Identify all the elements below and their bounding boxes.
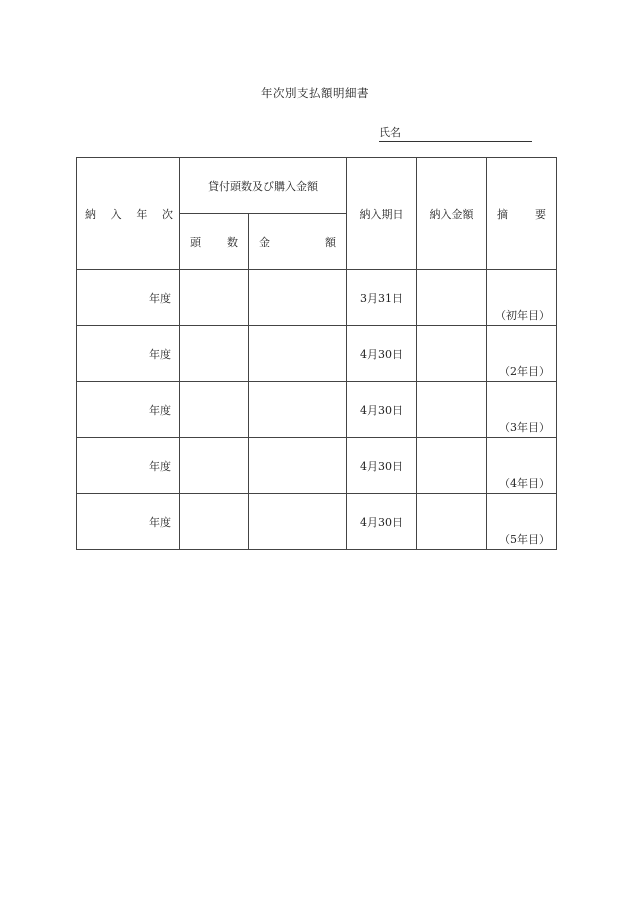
amount-cell[interactable] [249, 382, 347, 438]
due-date-cell: 4月30日 [347, 438, 417, 494]
head-count-cell[interactable] [180, 326, 249, 382]
year-cell[interactable]: 年度 [77, 438, 180, 494]
head-count-cell[interactable] [180, 270, 249, 326]
due-date-cell: 4月30日 [347, 326, 417, 382]
payment-amount-cell[interactable] [417, 270, 487, 326]
payment-amount-cell[interactable] [417, 326, 487, 382]
header-remarks: 摘 要 [487, 158, 557, 270]
remark-cell: （5年目） [487, 494, 557, 550]
head-count-cell[interactable] [180, 438, 249, 494]
amount-cell[interactable] [249, 326, 347, 382]
year-cell[interactable]: 年度 [77, 382, 180, 438]
remark-cell: （3年目） [487, 382, 557, 438]
table-row [77, 326, 557, 382]
header-due-date: 納入期日 [347, 158, 417, 270]
header-payment-year: 納 入 年 次 [77, 158, 180, 270]
header-amount: 金 額 [249, 214, 347, 270]
amount-cell[interactable] [249, 438, 347, 494]
due-date-cell: 4月30日 [347, 494, 417, 550]
remark-cell: （2年目） [487, 326, 557, 382]
header-purchase-group: 貸付頭数及び購入金額 [180, 158, 347, 214]
name-label: 氏名 [379, 126, 401, 139]
payment-amount-cell[interactable] [417, 494, 487, 550]
year-cell[interactable]: 年度 [77, 326, 180, 382]
amount-cell[interactable] [249, 270, 347, 326]
remark-cell: （4年目） [487, 438, 557, 494]
name-field[interactable] [379, 124, 532, 142]
table-row [77, 382, 557, 438]
header-head-count: 頭 数 [180, 214, 249, 270]
table-row [77, 438, 557, 494]
table-row [77, 270, 557, 326]
due-date-cell: 4月30日 [347, 382, 417, 438]
head-count-cell[interactable] [180, 494, 249, 550]
due-date-cell: 3月31日 [347, 270, 417, 326]
year-cell[interactable]: 年度 [77, 270, 180, 326]
amount-cell[interactable] [249, 494, 347, 550]
head-count-cell[interactable] [180, 382, 249, 438]
payment-amount-cell[interactable] [417, 438, 487, 494]
document-title: 年次別支払額明細書 [261, 86, 369, 100]
table-row [77, 494, 557, 550]
payment-amount-cell[interactable] [417, 382, 487, 438]
remark-cell: （初年目） [487, 270, 557, 326]
payment-schedule-table [76, 157, 557, 550]
year-cell[interactable]: 年度 [77, 494, 180, 550]
header-payment-amount: 納入金額 [417, 158, 487, 270]
